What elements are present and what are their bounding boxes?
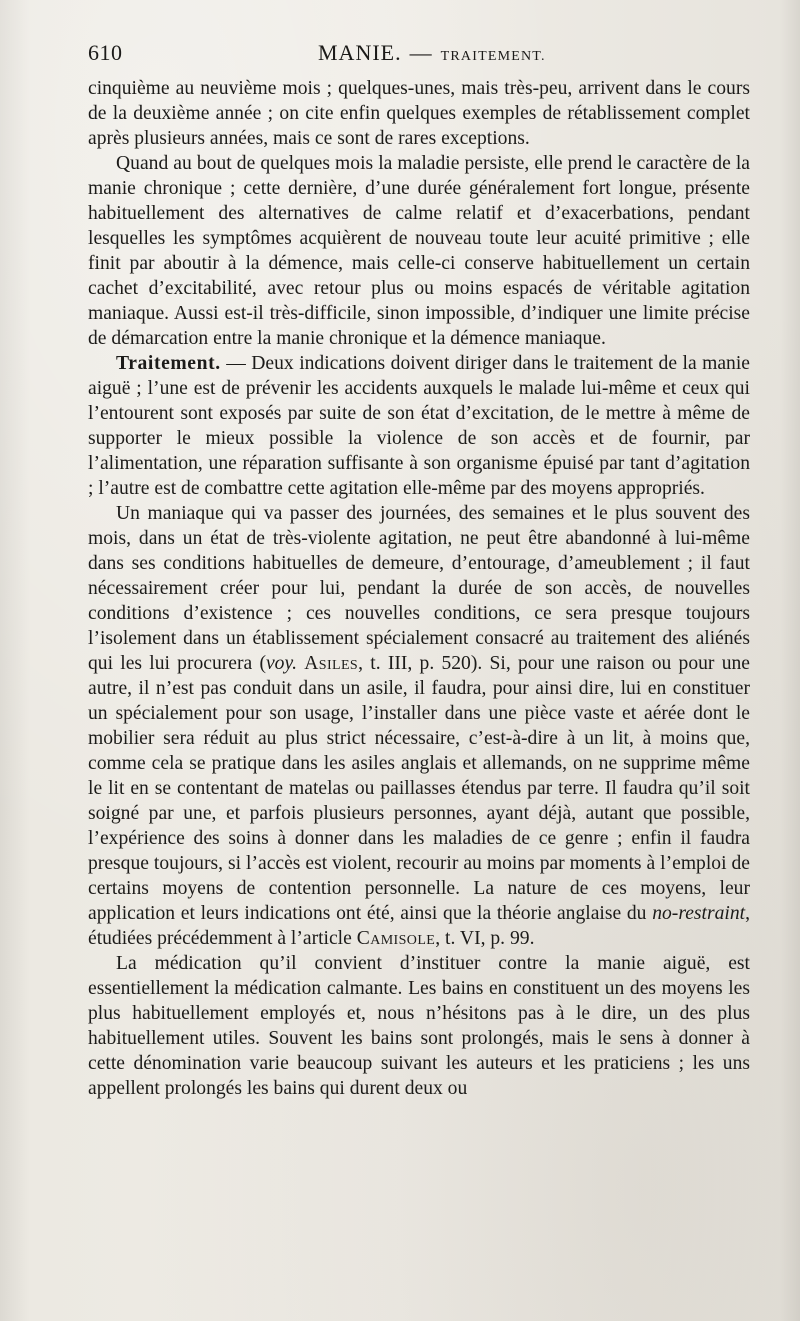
paragraph-isolement-part4: , t. VI, p. 99. xyxy=(435,928,535,949)
asiles-reference: Asiles xyxy=(304,653,359,674)
section-heading-traitement: Traitement. xyxy=(116,353,221,374)
voy-reference: voy. xyxy=(265,653,297,674)
running-title xyxy=(318,40,546,66)
paragraph-isolement xyxy=(88,501,750,951)
running-title-main: MANIE. xyxy=(318,40,402,65)
paragraph-isolement-part1: Un maniaque qui va passer des journées, des semaines et le plus souvent des mois, dans un état de très-violente agitation, ne peut être abandonné à lui-même dans ses conditions habituelles de demeure, d’entourage, d’ameublement ; il faut nécessairement créer pour lui, pendant la durée de son accès, de nouvelles conditions d’existence ; ces nouvelles conditions, ce sera presque toujours l’isolement dans un établissement spécialement consacré au traitement des aliénés qui les lui procurera ( xyxy=(88,503,750,674)
running-title-sub: TRAITEMENT. xyxy=(440,49,546,64)
page-number: 610 xyxy=(88,40,123,65)
paragraph-traitement-text: — Deux indications doivent diriger dans le traitement de la manie aiguë ; l’une est de prévenir les accidents auxquels le malade lui-même et ceux qui l’entourent sont exposés par suite de son état d’excitation, de le mettre à même de supporter le mieux possible la violence de son accès et de fournir, par l’alimentation, une réparation suffisante à son organisme épuisé par tant d’agitation ; l’autre est de combattre cette agitation elle-même par des moyens appropriés. xyxy=(88,353,750,499)
paragraph-continuation: cinquième au neuvième mois ; quelques-unes, mais très-peu, arrivent dans le cours de la deuxième année ; on cite enfin quelques exemples de rétablissement complet après plusieurs années, mais ce sont de rares exceptions. xyxy=(88,78,750,149)
paragraph-traitement xyxy=(88,351,750,501)
camisole-reference: Camisole xyxy=(356,928,436,949)
paragraph-medication: La médication qu’il convient d’instituer contre la manie aiguë, est essentiellement la médication calmante. Les bains en constituent un des moyens les plus habituellement employés et, nous n’hésitons pas à le dire, un des plus habituellement utiles. Souvent les bains sont prolongés, mais le sens à donner à cette dénomination varie beaucoup suivant les auteurs et les praticiens ; les uns appellent prolongés les bains qui durent deux ou xyxy=(88,953,750,1099)
paragraph-chronic-mania: Quand au bout de quelques mois la maladie persiste, elle prend le caractère de la manie chronique ; cette dernière, d’une durée généralement fort longue, présente habituellement des alternatives de calme relatif et d’exacerbations, pendant lesquelles les symptômes acquièrent de nouveau toute leur acuité primitive ; elle finit par aboutir à la démence, mais celle-ci conserve habituellement un certain cachet d’excitabilité, avec retour plus ou moins espacés de véritable agitation maniaque. Aussi est-il très-difficile, sinon impossible, d’indiquer une limite précise de démarcation entre la manie chronique et la démence maniaque. xyxy=(88,153,750,349)
paragraph-isolement-part3: , étudiées précédemment à l’article xyxy=(88,903,750,949)
page-header xyxy=(88,40,750,70)
no-restraint-term: no-restraint xyxy=(652,903,746,924)
running-title-separator: — xyxy=(409,40,433,65)
paragraph-isolement-part2: , t. III, p. 520). Si, pour une raison ou pour une autre, il n’est pas conduit dans un asile, il faudra, pour ainsi dire, lui en constituer un spécialement pour son usage, l’installer dans une pièce vaste et aérée dont le mobilier sera réduit au plus strict nécessaire, c’est-à-dire à un lit, à moins que, comme cela se pratique dans les asiles anglais et allemands, on ne supprime même le lit en se contentant de matelas ou paillasses étendus par terre. Il faudra qu’il soit soigné par une, et parfois plusieurs personnes, ayant déjà, autant que possible, l’expérience des soins à donner dans les maladies de ce genre ; enfin il faudra presque toujours, si l’accès est violent, recourir au moins par moments à l’emploi de certains moyens de contention personnelle. La nature de ces moyens, leur application et leurs indications ont été, ainsi que la théorie anglaise du xyxy=(88,653,750,924)
body-text xyxy=(88,76,750,1101)
